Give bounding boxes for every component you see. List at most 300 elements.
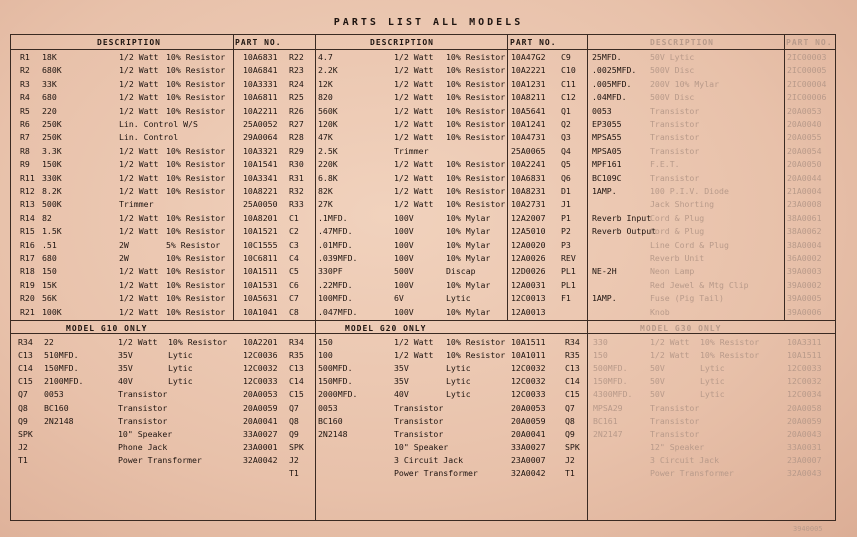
- part-type: 10% Mylar: [446, 307, 491, 317]
- part-rating: 1/2 Watt: [650, 350, 690, 360]
- part-rating: 1/2 Watt: [394, 52, 434, 62]
- part-number: 33A0031: [787, 442, 822, 452]
- part-number: 20A0059: [511, 416, 546, 426]
- part-description: Power Transformer: [650, 468, 734, 478]
- part-description: 3 Circuit Jack: [650, 455, 720, 465]
- part-type: 10% Resistor: [446, 173, 506, 183]
- part-ref: C13: [565, 363, 580, 373]
- part-value: BC161: [593, 416, 618, 426]
- part-number: 10A5641: [511, 106, 546, 116]
- part-rating: 1/2 Watt: [394, 350, 434, 360]
- part-type: Lytic: [446, 293, 471, 303]
- part-number: 12C0032: [243, 363, 278, 373]
- part-ref: Q8: [289, 416, 299, 426]
- part-ref: R34: [565, 337, 580, 347]
- col-header-description-1: DESCRIPTION: [97, 38, 161, 47]
- part-rating: Trimmer: [119, 199, 154, 209]
- part-number: 10C6811: [243, 253, 278, 263]
- part-value: 33K: [42, 79, 57, 89]
- part-value: 220K: [318, 159, 338, 169]
- part-type: Lytic: [446, 389, 471, 399]
- part-ref: Q3: [561, 132, 571, 142]
- part-rating: 100V: [394, 253, 414, 263]
- part-type: 5% Resistor: [166, 240, 221, 250]
- part-value: 820: [318, 92, 333, 102]
- part-value: 2.5K: [318, 146, 338, 156]
- part-type: 10% Resistor: [166, 280, 226, 290]
- part-ref: C7: [289, 293, 299, 303]
- part-number: 10A1231: [511, 79, 546, 89]
- part-ref: R31: [289, 173, 304, 183]
- part-rating: Power Transformer: [394, 468, 478, 478]
- part-rating: 1/2 Watt: [119, 92, 159, 102]
- part-ref: R14: [20, 213, 35, 223]
- part-ref: R30: [289, 159, 304, 169]
- part-number: 23A0007: [511, 455, 546, 465]
- part-type: Lytic: [446, 363, 471, 373]
- part-description: 200V 10% Mylar: [650, 79, 720, 89]
- col-header-part-no-3: PART NO.: [786, 38, 833, 47]
- part-rating: 1/2 Watt: [394, 159, 434, 169]
- part-value: .01MFD.: [318, 240, 353, 250]
- part-number: 12A0026: [511, 253, 546, 263]
- part-value: .047MFD.: [318, 307, 358, 317]
- part-ref: Q7: [289, 403, 299, 413]
- part-number: 39A0002: [787, 280, 822, 290]
- part-description: Transistor: [650, 119, 700, 129]
- col-header-description-2: DESCRIPTION: [370, 38, 434, 47]
- part-rating: 1/2 Watt: [394, 186, 434, 196]
- part-type: 10% Resistor: [446, 119, 506, 129]
- part-number: 2IC00004: [787, 79, 827, 89]
- part-type: 10% Resistor: [166, 65, 226, 75]
- part-number: 29A0064: [243, 132, 278, 142]
- part-number: 10A3311: [787, 337, 822, 347]
- part-value: 510MFD.: [44, 350, 79, 360]
- part-rating: 100V: [394, 213, 414, 223]
- part-value: 330K: [42, 173, 62, 183]
- part-number: 10A1041: [243, 307, 278, 317]
- part-number: 10A1511: [787, 350, 822, 360]
- part-value: 100: [318, 350, 333, 360]
- part-type: 10% Resistor: [166, 173, 226, 183]
- part-number: 12A0013: [511, 307, 546, 317]
- part-value: 2100MFD.: [44, 376, 84, 386]
- part-number: 20A0050: [787, 159, 822, 169]
- part-type: 10% Mylar: [446, 253, 491, 263]
- part-number: 10A8231: [511, 186, 546, 196]
- part-rating: 1/2 Watt: [119, 52, 159, 62]
- part-description: Neon Lamp: [650, 266, 695, 276]
- part-number: 12A5010: [511, 226, 546, 236]
- part-value: 150MFD.: [318, 376, 353, 386]
- part-rating: Power Transformer: [118, 455, 202, 465]
- part-value: BC109C: [592, 173, 622, 183]
- part-value: 680K: [42, 65, 62, 75]
- model-g30-header: MODEL G30 ONLY: [640, 324, 722, 333]
- part-description: Transistor: [650, 146, 700, 156]
- part-number: 12C0033: [511, 389, 546, 399]
- part-number: 39A0006: [787, 307, 822, 317]
- part-type: Lytic: [168, 363, 193, 373]
- part-rating: 1/2 Watt: [118, 337, 158, 347]
- part-type: 10% Resistor: [446, 337, 506, 347]
- part-value: 150: [593, 350, 608, 360]
- part-value: NE-2H: [592, 266, 617, 276]
- part-ref: Q5: [561, 159, 571, 169]
- part-rating: 3 Circuit Jack: [394, 455, 464, 465]
- part-number: 25A0052: [243, 119, 278, 129]
- part-value: 25MFD.: [592, 52, 622, 62]
- part-ref: P1: [561, 213, 571, 223]
- part-rating: 35V: [118, 350, 133, 360]
- part-ref: R4: [20, 92, 30, 102]
- part-ref: C14: [289, 376, 304, 386]
- part-description: 500V Disc: [650, 65, 695, 75]
- part-number: 39A0003: [787, 266, 822, 276]
- part-ref: R28: [289, 132, 304, 142]
- part-rating: 35V: [394, 376, 409, 386]
- part-number: 10A1011: [511, 350, 546, 360]
- part-rating: Phone Jack: [118, 442, 168, 452]
- part-value: MPSA29: [593, 403, 623, 413]
- part-ref: F1: [561, 293, 571, 303]
- part-value: 2000MFD.: [318, 389, 358, 399]
- part-rating: 50V: [650, 376, 665, 386]
- part-value: .51: [42, 240, 57, 250]
- part-value: 220: [42, 106, 57, 116]
- part-type: 10% Mylar: [446, 240, 491, 250]
- part-description: Transistor: [650, 403, 700, 413]
- part-ref: J2: [289, 455, 299, 465]
- part-ref: C11: [561, 79, 576, 89]
- part-ref: R18: [20, 266, 35, 276]
- part-number: 2IC00006: [787, 92, 827, 102]
- part-value: 4300MFD.: [593, 389, 633, 399]
- part-number: 10A8201: [243, 213, 278, 223]
- page-title: PARTS LIST ALL MODELS: [333, 17, 524, 28]
- part-value: 22: [44, 337, 54, 347]
- part-ref: R19: [20, 280, 35, 290]
- part-value: 47K: [318, 132, 333, 142]
- part-type: Lytic: [446, 376, 471, 386]
- part-rating: 1/2 Watt: [119, 266, 159, 276]
- part-value: 560K: [318, 106, 338, 116]
- part-ref: R23: [289, 65, 304, 75]
- part-value: .0025MFD.: [592, 65, 637, 75]
- part-value: 27K: [318, 199, 333, 209]
- part-value: BC160: [44, 403, 69, 413]
- col-header-part-no-2: PART NO.: [510, 38, 557, 47]
- part-ref: C6: [289, 280, 299, 290]
- part-rating: 1/2 Watt: [394, 92, 434, 102]
- part-type: Lytic: [700, 363, 725, 373]
- part-number: 20A0053: [243, 389, 278, 399]
- part-value: 6.8K: [318, 173, 338, 183]
- part-value: 100MFD.: [318, 293, 353, 303]
- part-type: 10% Resistor: [166, 293, 226, 303]
- part-description: F.E.T.: [650, 159, 680, 169]
- part-rating: 1/2 Watt: [119, 173, 159, 183]
- part-number: 12C0034: [787, 389, 822, 399]
- part-ref: Q1: [561, 106, 571, 116]
- part-description: Red Jewel & Mtg Clip: [650, 280, 749, 290]
- part-number: 33A0027: [511, 442, 546, 452]
- part-description: Line Cord & Plug: [650, 240, 729, 250]
- part-ref: C15: [289, 389, 304, 399]
- part-number: 10A2201: [243, 337, 278, 347]
- part-number: 32A0043: [787, 468, 822, 478]
- part-value: 12K: [318, 79, 333, 89]
- part-number: 10A1521: [243, 226, 278, 236]
- part-rating: 40V: [118, 376, 133, 386]
- part-rating: 1/2 Watt: [119, 226, 159, 236]
- part-ref: R35: [289, 350, 304, 360]
- part-value: EP3055: [592, 119, 622, 129]
- part-type: 10% Resistor: [166, 106, 226, 116]
- part-number: 12A2007: [511, 213, 546, 223]
- part-number: 12C0033: [243, 376, 278, 386]
- part-number: 21A0004: [787, 186, 822, 196]
- part-ref: C4: [289, 253, 299, 263]
- part-value: 2N2148: [44, 416, 74, 426]
- part-number: 38A0062: [787, 226, 822, 236]
- part-ref: R1: [20, 52, 30, 62]
- part-ref: PL1: [561, 266, 576, 276]
- part-value: Reverb Input: [592, 213, 652, 223]
- part-type: 10% Resistor: [166, 92, 226, 102]
- part-number: 36A0002: [787, 253, 822, 263]
- part-rating: 2W: [119, 253, 129, 263]
- part-value: 150: [42, 266, 57, 276]
- part-rating: 35V: [118, 363, 133, 373]
- part-description: 500V Disc: [650, 92, 695, 102]
- part-description: Fuse (Pig Tail): [650, 293, 724, 303]
- part-value: 500MFD.: [593, 363, 628, 373]
- part-ref: Q9: [18, 416, 28, 426]
- part-rating: Transistor: [394, 403, 444, 413]
- part-type: 10% Mylar: [446, 213, 491, 223]
- part-number: 20A0044: [787, 173, 822, 183]
- part-number: 12C0032: [787, 376, 822, 386]
- part-rating: 50V: [650, 363, 665, 373]
- part-value: 82: [42, 213, 52, 223]
- part-type: 10% Resistor: [166, 253, 226, 263]
- page-number: 3940005: [793, 525, 823, 533]
- part-type: 10% Resistor: [166, 52, 226, 62]
- part-type: 10% Resistor: [166, 79, 226, 89]
- part-rating: Lin. Control: [119, 132, 179, 142]
- col-header-description-3: DESCRIPTION: [650, 38, 714, 47]
- part-value: 330PF: [318, 266, 343, 276]
- part-ref: J1: [561, 199, 571, 209]
- part-rating: 500V: [394, 266, 414, 276]
- part-value: 56K: [42, 293, 57, 303]
- part-ref: D1: [561, 186, 571, 196]
- part-number: 10A6811: [243, 92, 278, 102]
- part-type: 10% Resistor: [700, 337, 760, 347]
- part-value: 150: [318, 337, 333, 347]
- part-value: .04MFD.: [592, 92, 627, 102]
- part-rating: Lin. Control W/S: [119, 119, 198, 129]
- part-number: 25A0050: [243, 199, 278, 209]
- part-rating: 1/2 Watt: [394, 65, 434, 75]
- part-number: 10A1511: [243, 266, 278, 276]
- part-value: 150MFD.: [44, 363, 79, 373]
- part-ref: R8: [20, 146, 30, 156]
- part-ref: REV: [561, 253, 576, 263]
- part-ref: R7: [20, 132, 30, 142]
- part-number: 23A0001: [243, 442, 278, 452]
- part-ref: Q8: [18, 403, 28, 413]
- part-description: Cord & Plug: [650, 226, 705, 236]
- part-rating: 1/2 Watt: [394, 199, 434, 209]
- part-number: 23A0007: [787, 455, 822, 465]
- part-rating: 1/2 Watt: [119, 307, 159, 317]
- part-number: 12C0032: [511, 376, 546, 386]
- part-description: Reverb Unit: [650, 253, 705, 263]
- part-type: 10% Resistor: [166, 266, 226, 276]
- part-number: 20A0053: [511, 403, 546, 413]
- model-g20-header: MODEL G20 ONLY: [345, 324, 427, 333]
- part-description: 12" Speaker: [650, 442, 705, 452]
- part-value: MPF161: [592, 159, 622, 169]
- part-description: Jack Shorting: [650, 199, 715, 209]
- part-rating: 1/2 Watt: [119, 186, 159, 196]
- part-value: 2N2147: [593, 429, 623, 439]
- part-number: 2IC00005: [787, 65, 827, 75]
- part-ref: R20: [20, 293, 35, 303]
- part-number: 12C0036: [243, 350, 278, 360]
- part-number: 10A2731: [511, 199, 546, 209]
- part-type: 10% Resistor: [446, 132, 506, 142]
- part-number: 10A1541: [243, 159, 278, 169]
- part-rating: 100V: [394, 240, 414, 250]
- part-ref: C3: [289, 240, 299, 250]
- part-ref: C13: [18, 350, 33, 360]
- part-ref: Q8: [565, 416, 575, 426]
- part-rating: 1/2 Watt: [394, 337, 434, 347]
- part-ref: Q9: [289, 429, 299, 439]
- part-ref: R32: [289, 186, 304, 196]
- part-value: 0053: [318, 403, 338, 413]
- part-value: .1MFD.: [318, 213, 348, 223]
- part-type: 10% Resistor: [446, 159, 506, 169]
- part-ref: P2: [561, 226, 571, 236]
- part-type: 10% Mylar: [446, 226, 491, 236]
- part-rating: 10" Speaker: [394, 442, 449, 452]
- part-rating: 1/2 Watt: [119, 159, 159, 169]
- part-number: 10A2241: [511, 159, 546, 169]
- part-value: 1.5K: [42, 226, 62, 236]
- part-value: Reverb Output: [592, 226, 657, 236]
- part-rating: 35V: [394, 363, 409, 373]
- part-rating: 1/2 Watt: [119, 146, 159, 156]
- part-number: 12C0032: [511, 363, 546, 373]
- part-ref: R35: [565, 350, 580, 360]
- part-description: Transistor: [650, 429, 700, 439]
- part-ref: R2: [20, 65, 30, 75]
- part-description: 100 P.I.V. Diode: [650, 186, 729, 196]
- part-number: 38A0004: [787, 240, 822, 250]
- part-type: Lytic: [700, 376, 725, 386]
- part-number: 10A8211: [511, 92, 546, 102]
- part-ref: R34: [289, 337, 304, 347]
- part-rating: 100V: [394, 280, 414, 290]
- part-rating: 1/2 Watt: [119, 79, 159, 89]
- part-ref: R3: [20, 79, 30, 89]
- part-ref: R15: [20, 226, 35, 236]
- part-type: 10% Resistor: [166, 226, 226, 236]
- part-value: 18K: [42, 52, 57, 62]
- part-ref: Q4: [561, 146, 571, 156]
- part-ref: R22: [289, 52, 304, 62]
- part-ref: C13: [289, 363, 304, 373]
- part-ref: C14: [565, 376, 580, 386]
- part-ref: C8: [289, 307, 299, 317]
- part-number: 10A4731: [511, 132, 546, 142]
- part-rating: 1/2 Watt: [119, 106, 159, 116]
- part-description: Transistor: [650, 132, 700, 142]
- part-value: 0053: [592, 106, 612, 116]
- part-type: Discap: [446, 266, 476, 276]
- part-ref: R5: [20, 106, 30, 116]
- part-type: 10% Resistor: [168, 337, 228, 347]
- part-ref: C2: [289, 226, 299, 236]
- part-description: 50V Lytic: [650, 52, 695, 62]
- part-ref: Q9: [565, 429, 575, 439]
- part-type: 10% Mylar: [446, 280, 491, 290]
- part-value: 500MFD.: [318, 363, 353, 373]
- part-rating: 50V: [650, 389, 665, 399]
- part-value: MPSA05: [592, 146, 622, 156]
- part-ref: J2: [18, 442, 28, 452]
- part-ref: R29: [289, 146, 304, 156]
- part-number: 20A0043: [787, 429, 822, 439]
- part-ref: R27: [289, 119, 304, 129]
- part-rating: 1/2 Watt: [394, 106, 434, 116]
- part-value: 680: [42, 253, 57, 263]
- part-number: 32A0042: [243, 455, 278, 465]
- part-number: 12A0031: [511, 280, 546, 290]
- part-ref: R9: [20, 159, 30, 169]
- part-value: .005MFD.: [592, 79, 632, 89]
- part-type: 10% Resistor: [166, 186, 226, 196]
- part-value: 1AMP.: [592, 293, 617, 303]
- part-ref: R11: [20, 173, 35, 183]
- part-ref: T1: [18, 455, 28, 465]
- part-number: 25A0065: [511, 146, 546, 156]
- part-rating: 1/2 Watt: [119, 280, 159, 290]
- part-number: 10A6831: [511, 173, 546, 183]
- part-rating: 1/2 Watt: [394, 132, 434, 142]
- part-ref: R34: [18, 337, 33, 347]
- part-value: 15K: [42, 280, 57, 290]
- part-type: 10% Resistor: [446, 350, 506, 360]
- part-number: 20A0058: [787, 403, 822, 413]
- part-value: .47MFD.: [318, 226, 353, 236]
- part-ref: R24: [289, 79, 304, 89]
- part-number: 38A0061: [787, 213, 822, 223]
- part-ref: SPK: [289, 442, 304, 452]
- part-number: 12D0026: [511, 266, 546, 276]
- part-number: 10A1241: [511, 119, 546, 129]
- part-number: 10A2211: [243, 106, 278, 116]
- part-value: 680: [42, 92, 57, 102]
- part-value: 2.2K: [318, 65, 338, 75]
- part-type: 10% Resistor: [166, 213, 226, 223]
- col-header-part-no-1: PART NO.: [235, 38, 282, 47]
